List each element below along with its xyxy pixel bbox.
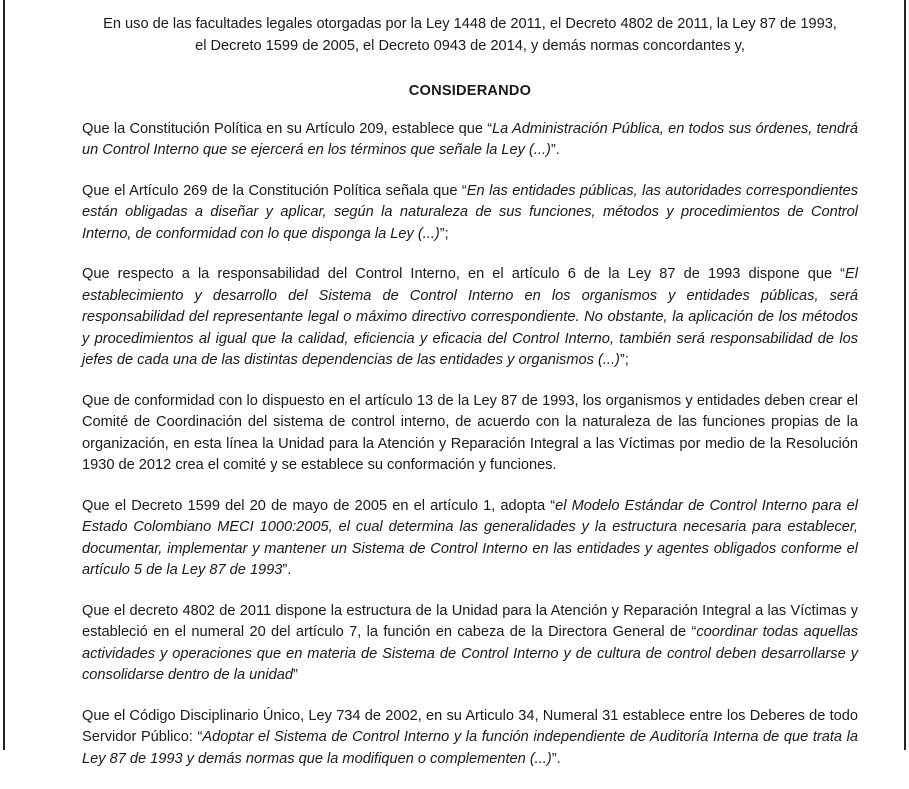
paragraph-tail: ”. [550,142,560,158]
considerando-paragraph-2 [82,181,858,246]
paragraph-text: Que el Código Disciplinario Único, Ley 734 de 2002, en su Articulo 34, Numeral 31 establece entre los Deberes de todo Servidor Público: “ [82,707,858,745]
paragraph-quote: el Modelo Estándar de Control Interno para el Estado Colombiano MECI 1000:2005, el cual determina las generalidades y la estructura necesaria para establecer, documentar, implementar y mantener un Sistema de Control Interno en las entidades y agentes obligados conforme el artículo 5 de la Ley 87 de 1993 [82,497,858,578]
paragraph-text: Que el Decreto 1599 del 20 de mayo de 2005 en el artículo 1, adopta “ [82,497,556,514]
paragraph-tail: ”; [619,352,629,368]
paragraph-tail: ”. [551,750,561,767]
page-edge-right [904,0,906,750]
considerando-paragraph-1 [82,119,858,162]
paragraph-quote: Adoptar el Sistema de Control Interno y la función independiente de Auditoría Interna de que trata la Ley 87 de 1993 y demás normas que la modifiquen o complementen (...) [82,729,859,767]
page-edge-left [3,0,5,750]
paragraph-quote: coordinar todas aquellas actividades y operaciones que en materia de Sistema de Control Interno y de cultura de control deben desarrollarse y consolidarse dentro de la unidad [82,624,858,683]
paragraph-text: Que el Artículo 269 de la Constitución Política señala que “ [82,182,467,199]
paragraph-quote: El establecimiento y desarrollo del Sistema de Control Interno en los organismos y entidades públicas, será responsabilidad del representante legal o máximo directivo correspondiente. No obstante, la aplicación de los métodos y procedimientos al igual que la calidad, eficiencia y eficacia del Control Interno, también será responsabilidad de los jefes de cada una de las distintas dependencias de las entidades y organismos (...) [82,266,858,368]
paragraph-text: Que la Constitución Política en su Artículo 209, establece que “ [82,120,493,137]
paragraph-text: Que el decreto 4802 de 2011 dispone la estructura de la Unidad para la Atención y Reparación Integral a las Víctimas y estableció en el numeral 20 del artículo 7, la función en cabeza de la Directora General de “ [82,602,858,640]
paragraph-quote: La Administración Pública, en todos sus órdenes, tendrá un Control Interno que se ejercerá en los términos que señale la Ley (...) [82,120,858,158]
considerando-paragraph-7 [82,706,858,771]
considerando-paragraph-3 [82,264,858,372]
intro-line-2: el Decreto 1599 de 2005, el Decreto 0943 de 2014, y demás normas concordantes y, [195,37,745,54]
considerando-paragraph-4 [82,391,858,477]
considerando-paragraph-6 [82,601,858,687]
section-heading: CONSIDERANDO [408,83,532,99]
intro-line-1: En uso de las facultades legales otorgadas por la Ley 1448 de 2011, el Decreto 4802 de 2011, la Ley 87 de 1993, [103,16,837,32]
paragraph-quote: En las entidades públicas, las autoridades correspondientes están obligadas a diseñar y aplicar, según la naturaleza de sus funciones, métodos y procedimientos de Control Interno, de conformidad con lo que disponga la Ley (...) [82,182,858,242]
paragraph-text: Que de conformidad con lo dispuesto en el artículo 13 de la Ley 87 de 1993, los organismos y entidades deben crear el Comité de Coordinación del sistema de control interno, de acuerdo con la naturaleza de las funciones propias de la organización, en esta línea la Unidad para la Atención y Reparación Integral a las Víctimas por medio de la Resolución 1930 de 2012 crea el comité y se establece su conformación y funciones. [82,392,858,473]
paragraph-text: Que respecto a la responsabilidad del Control Interno, en el artículo 6 de la Ley 87 de 1993 dispone que “ [82,266,846,282]
document-page [82,14,858,789]
paragraph-tail: ” [292,667,298,683]
considerando-paragraph-5 [82,496,858,582]
paragraph-tail: ”. [282,562,292,578]
paragraph-tail: ”; [439,225,449,242]
intro-paragraph [82,14,858,57]
